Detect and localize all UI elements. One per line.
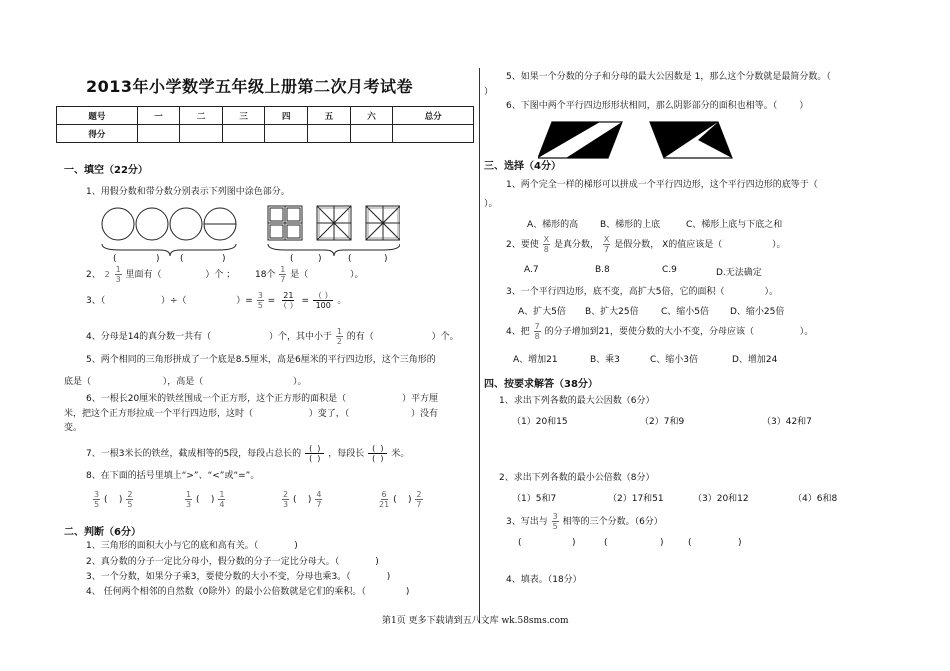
fraction: [315, 490, 322, 509]
fraction-numerator: （ ）: [313, 291, 333, 300]
brace-left: [102, 244, 236, 256]
c2-text-b: 是真分数，: [553, 240, 599, 250]
c2-text-a: 2、要使: [506, 240, 539, 250]
fraction-denominator: （ ）: [279, 301, 298, 310]
q2-text-d: 18个: [254, 270, 276, 280]
choice-4: [506, 322, 813, 341]
q1-blank-close: ): [384, 254, 388, 264]
q4-text-c: 的有（: [346, 332, 374, 342]
circle-diagrams: [102, 208, 236, 240]
score-table: [56, 106, 474, 143]
answer-1: 1、求出下列各数的最大公因数（6分）: [499, 396, 655, 406]
score-cell[interactable]: [350, 125, 393, 143]
choice-2-option-b[interactable]: B.8: [595, 265, 610, 275]
section-heading-choose: 三、选择（4分）: [484, 161, 561, 172]
fraction: [282, 490, 289, 509]
fraction-denominator: 3: [186, 500, 192, 509]
fraction-numerator: 2: [416, 490, 422, 499]
fraction-denominator: 7: [604, 245, 610, 254]
q2-text-f: ）。: [350, 270, 364, 280]
compare-blank[interactable]: ( ): [292, 495, 312, 505]
question-8: 8、在下面的括号里填上“>”、“<”或“=”。: [86, 471, 260, 481]
fraction-denominator: 7: [316, 500, 322, 509]
question-6-line-1: [86, 391, 438, 404]
fraction-numerator: X: [603, 235, 610, 244]
fraction-denominator: 2: [336, 337, 342, 346]
q3-eq-1: =: [267, 296, 276, 306]
c2-text-c: 是假分数， X的值应该是（: [614, 240, 723, 250]
choice-3-option-d[interactable]: D、缩小25倍: [730, 307, 785, 317]
q1-blank-close: ): [318, 254, 322, 264]
choice-1-line-2: ）。: [484, 199, 498, 209]
compare-blank[interactable]: ( ): [393, 495, 412, 505]
compare-blank[interactable]: ( ): [103, 495, 123, 505]
q8-compare-2: [184, 490, 226, 509]
score-table-header-row: [57, 107, 474, 125]
score-cell[interactable]: [393, 125, 474, 143]
score-header-cell: 一: [137, 107, 180, 125]
judge-item-5-line-1: [506, 69, 831, 82]
judge-item-4: [86, 584, 409, 597]
choice-2-option-a[interactable]: A.7: [524, 265, 539, 275]
score-header-cell: 二: [180, 107, 223, 125]
q2-number: 2、: [86, 270, 101, 280]
q1-figures: [100, 204, 400, 272]
fraction: [185, 490, 192, 509]
a3-text-b: 相等的三个分数。（6分）: [562, 517, 663, 527]
score-table-score-row: [57, 125, 474, 143]
choice-1-option-c[interactable]: C、梯形上底与下底之和: [686, 220, 783, 230]
choice-3: [506, 284, 778, 297]
a3-text-a: 3、写出与: [506, 517, 548, 527]
answer-3: [506, 512, 663, 531]
fraction: [218, 490, 225, 509]
judge-text: 2、真分数的分子一定比分母小，假分数的分子一定比分母大。（: [86, 557, 340, 567]
q6-text-b: ）平方厘: [401, 394, 438, 404]
judge-close: ): [375, 557, 379, 567]
fraction-denominator: 5: [257, 301, 263, 310]
q8-compare-3: [281, 490, 323, 509]
fraction-denominator: 7: [280, 275, 286, 284]
page-footer: 第1页 更多下载请到五八文库 wk.58sms.com: [382, 616, 569, 626]
fraction-numerator: 7: [534, 322, 540, 331]
q7-blank-fraction-2[interactable]: $\frac{( )}{( )}$: [368, 444, 387, 463]
judge-text: 1、三角形的面积大小与它的底和高有关。（: [86, 541, 259, 551]
q3-fraction-1: [257, 291, 264, 310]
score-header-cell: 五: [308, 107, 351, 125]
q5-text-a: 底是（: [64, 377, 92, 387]
score-cell[interactable]: [180, 125, 223, 143]
fraction: [415, 490, 422, 509]
answer-2-item-2: （2）17和51: [608, 494, 664, 504]
fraction-numerator: 1: [280, 265, 286, 274]
c3-text: 3、一个平行四边形，底不变，高扩大5倍，它的面积（: [506, 287, 725, 297]
q3-eq-2: =: [301, 296, 310, 306]
fraction-denominator: 4: [219, 500, 225, 509]
a3-blank-close: ): [738, 538, 742, 548]
answer-2-item-1: （1）5和7: [512, 494, 557, 504]
fraction-numerator: 4: [316, 490, 322, 499]
fraction: [379, 490, 389, 509]
answer-1-item-3: （3）42和7: [762, 417, 812, 427]
a3-blank-close: ): [572, 538, 576, 548]
q1-blank-open: (: [348, 254, 352, 264]
fraction-numerator: 2: [127, 490, 133, 499]
fraction-numerator: 21: [283, 291, 294, 300]
fraction-numerator: 3: [552, 512, 558, 521]
c2-fraction-1: [543, 235, 550, 254]
judge-text: 3、一个分数，如果分子乘3，要使分数的大小不变，分母也乘3。（: [86, 572, 351, 582]
section-heading-answer: 四、按要求解答（38分）: [484, 379, 598, 390]
judge-item-3: [86, 569, 390, 582]
a3-blank-close: ): [660, 538, 664, 548]
section-heading-judge: 二、判断（6分）: [64, 527, 141, 538]
q5-text-b: ），高是（: [162, 377, 204, 387]
q4-text-d: ）个。: [431, 332, 459, 342]
q4-text-a: 4、分母是14的真分数一共有（: [86, 332, 212, 342]
choice-2: [506, 235, 786, 254]
parallelogram-figures: [538, 120, 738, 160]
score-header-cell: 题号: [57, 107, 138, 125]
q4-fraction: [336, 327, 343, 346]
question-7: [86, 444, 409, 463]
question-1: 1、用假分数和带分数分别表示下列图中涂色部分。: [86, 187, 290, 197]
question-5-line-1: 5、两个相同的三角形拼成了一个底是8.5厘米，高是6厘米的平行四边形，这个三角形的: [86, 355, 436, 365]
judge-item-6: [506, 98, 808, 111]
judge-text: 6、下图中两个平行四边形形状相同，那么阴影部分的面积也相等。（: [506, 101, 778, 111]
score-cell[interactable]: [265, 125, 308, 143]
choice-4-option-a[interactable]: A、增加21: [513, 355, 558, 365]
q2-text-e: 是（: [290, 270, 309, 280]
q1-blank-open: (: [113, 254, 117, 264]
fraction-denominator: 3: [283, 500, 289, 509]
fraction-denominator: 8: [534, 332, 540, 341]
c4-text-a: 4、把: [506, 327, 530, 337]
answer-2-item-4: （4）6和8: [793, 494, 838, 504]
square-diagrams: [268, 206, 400, 240]
judge-item-5-line-2: ）: [484, 87, 494, 97]
choice-3-option-c[interactable]: C、缩小5倍: [661, 307, 710, 317]
fraction-denominator: 3: [115, 275, 121, 284]
section-heading-fill: 一、填空（22分）: [64, 165, 148, 176]
parallelogram-1: [538, 122, 622, 158]
page-title: 2013年小学数学五年级上册第二次月考试卷: [86, 77, 414, 96]
fraction-denominator: 21: [379, 500, 390, 509]
choice-1-option-a[interactable]: A、梯形的高: [527, 220, 579, 230]
c4-fraction: [534, 322, 541, 341]
judge-close: ): [386, 572, 391, 582]
judge-item-1: [86, 538, 298, 551]
judge-text: 5、如果一个分数的分子和分母的最大公因数是 1，那么这个分数就是最简分数。（: [506, 72, 831, 82]
q2-fraction-part: [115, 265, 122, 284]
question-6-line-2: [64, 406, 438, 419]
a3-blank-open: (: [604, 538, 608, 548]
fraction-numerator: 3: [257, 291, 263, 300]
fraction-numerator: 2: [283, 490, 289, 499]
fraction-numerator: 3: [94, 490, 100, 499]
parallelogram-2: [650, 122, 732, 158]
q2-text-a: 里面有（: [125, 270, 162, 280]
question-2: [86, 265, 364, 284]
q2-text-b: ）个: [205, 270, 224, 280]
c2-text-d: ）。: [772, 240, 786, 250]
q2-mixed-fraction: [105, 270, 110, 279]
a3-blank-open: (: [518, 538, 522, 548]
c4-text-c: ）。: [799, 327, 814, 337]
q1-blank-close: ): [222, 254, 226, 264]
fraction-numerator: 1: [115, 265, 121, 274]
choice-1-line-1: 1、两个完全一样的梯形可以拼成一个平行四边形，这个平行四边形的底等于（: [506, 180, 818, 190]
judge-close: ): [294, 541, 298, 551]
q6-text-d: ）变了，（: [308, 409, 350, 419]
q8-compare-1: [92, 490, 134, 509]
q7-text-b: ，每段长: [328, 449, 365, 459]
compare-blank[interactable]: ( ): [195, 495, 215, 505]
score-row-label: 得分: [57, 125, 138, 143]
fraction-numerator: X: [543, 235, 550, 244]
choice-3-option-a[interactable]: A、扩大5倍: [518, 307, 566, 317]
fraction-numerator: 1: [336, 327, 342, 336]
choice-3-option-b[interactable]: B、扩大25倍: [585, 307, 639, 317]
a3-blank-open: (: [688, 538, 692, 548]
q7-text-a: 7、一根3米长的铁丝，截成相等的5段，每段占总长的: [86, 449, 302, 459]
column-divider: [479, 68, 480, 623]
question-6-line-3: 变。: [64, 423, 83, 433]
a3-fraction: [552, 512, 559, 531]
answer-2: 2、求出下列各数的最小公倍数（8分）: [499, 473, 655, 483]
q2-whole: 2: [104, 270, 110, 279]
fraction-denominator: 8: [543, 245, 549, 254]
score-header-cell: 六: [350, 107, 393, 125]
q2-text-c: ；: [226, 270, 236, 280]
choice-2-option-d[interactable]: D.无法确定: [716, 268, 762, 278]
fraction: [126, 490, 133, 509]
judge-close: ): [405, 587, 410, 597]
score-header-cell: 三: [222, 107, 265, 125]
q2-fraction: [279, 265, 286, 284]
q3-fraction-2: [279, 291, 298, 310]
q6-text-e: ）没有: [411, 409, 439, 419]
q7-blank-fraction-1[interactable]: $\frac{( )}{( )}$: [305, 444, 324, 463]
question-4: [86, 327, 459, 346]
q3-end: 。: [337, 296, 347, 306]
q8-compare-4: [378, 490, 424, 509]
q4-text-b: ）个，其中小于: [268, 332, 332, 342]
fraction-denominator: 5: [94, 500, 100, 509]
fraction-denominator: 5: [552, 522, 558, 531]
choice-4-option-b[interactable]: B、乘3: [590, 355, 620, 365]
answer-4: 4、填表。（18分）: [506, 575, 582, 585]
judge-item-2: [86, 554, 379, 567]
c2-fraction-2: [603, 235, 610, 254]
choice-4-option-c[interactable]: C、缩小3倍: [650, 355, 699, 365]
choice-2-option-c[interactable]: C.9: [662, 265, 677, 275]
q1-blank-open: (: [290, 254, 294, 264]
judge-close: ）: [799, 101, 809, 111]
q3-text-b: ）÷（: [160, 296, 187, 306]
fraction-denominator: 100: [315, 301, 331, 310]
judge-text: 4、 任何两个相邻的自然数（0除外）的最小公倍数就是它们的乘积。（: [86, 587, 366, 597]
choice-1-option-b[interactable]: B、梯形的上底: [600, 220, 661, 230]
q6-text-a: 6、一根长20厘米的铁丝围成一个正方形，这个正方形的面积是（: [86, 394, 347, 404]
fraction-numerator: 1: [186, 490, 192, 499]
fraction-numerator: 6: [381, 490, 387, 499]
score-header-cell: 总分: [393, 107, 474, 125]
q7-text-c: 米。: [391, 449, 410, 459]
q3-text-c: ）=: [236, 296, 253, 306]
q6-text-c: 米，把这个正方形拉成一个平行四边形，这时（: [64, 409, 254, 419]
fraction-denominator: 7: [416, 500, 422, 509]
answer-2-item-3: （3）20和12: [693, 494, 749, 504]
score-cell[interactable]: [137, 125, 180, 143]
brace-right: [268, 244, 400, 256]
choice-4-option-d[interactable]: D、增加24: [732, 355, 778, 365]
fraction-numerator: 1: [219, 490, 225, 499]
fraction-denominator: 5: [127, 500, 133, 509]
score-cell[interactable]: [308, 125, 351, 143]
answer-1-item-1: （1）20和15: [512, 417, 568, 427]
q1-blank-close: ): [156, 254, 160, 264]
score-cell[interactable]: [222, 125, 265, 143]
c4-text-b: 的分子增加到21，要使分数的大小不变，分母应该（: [544, 327, 755, 337]
q3-text-a: 3、（: [86, 296, 106, 306]
fraction: [93, 490, 100, 509]
question-3: [86, 291, 346, 310]
q5-text-c: ）。: [293, 377, 307, 387]
question-5-line-2: [64, 374, 307, 387]
q3-fraction-3: [313, 291, 334, 310]
answer-1-item-2: （2）7和9: [640, 417, 685, 427]
q1-blank-open: (: [180, 254, 184, 264]
c3-end: ）。: [764, 287, 778, 297]
score-header-cell: 四: [265, 107, 308, 125]
